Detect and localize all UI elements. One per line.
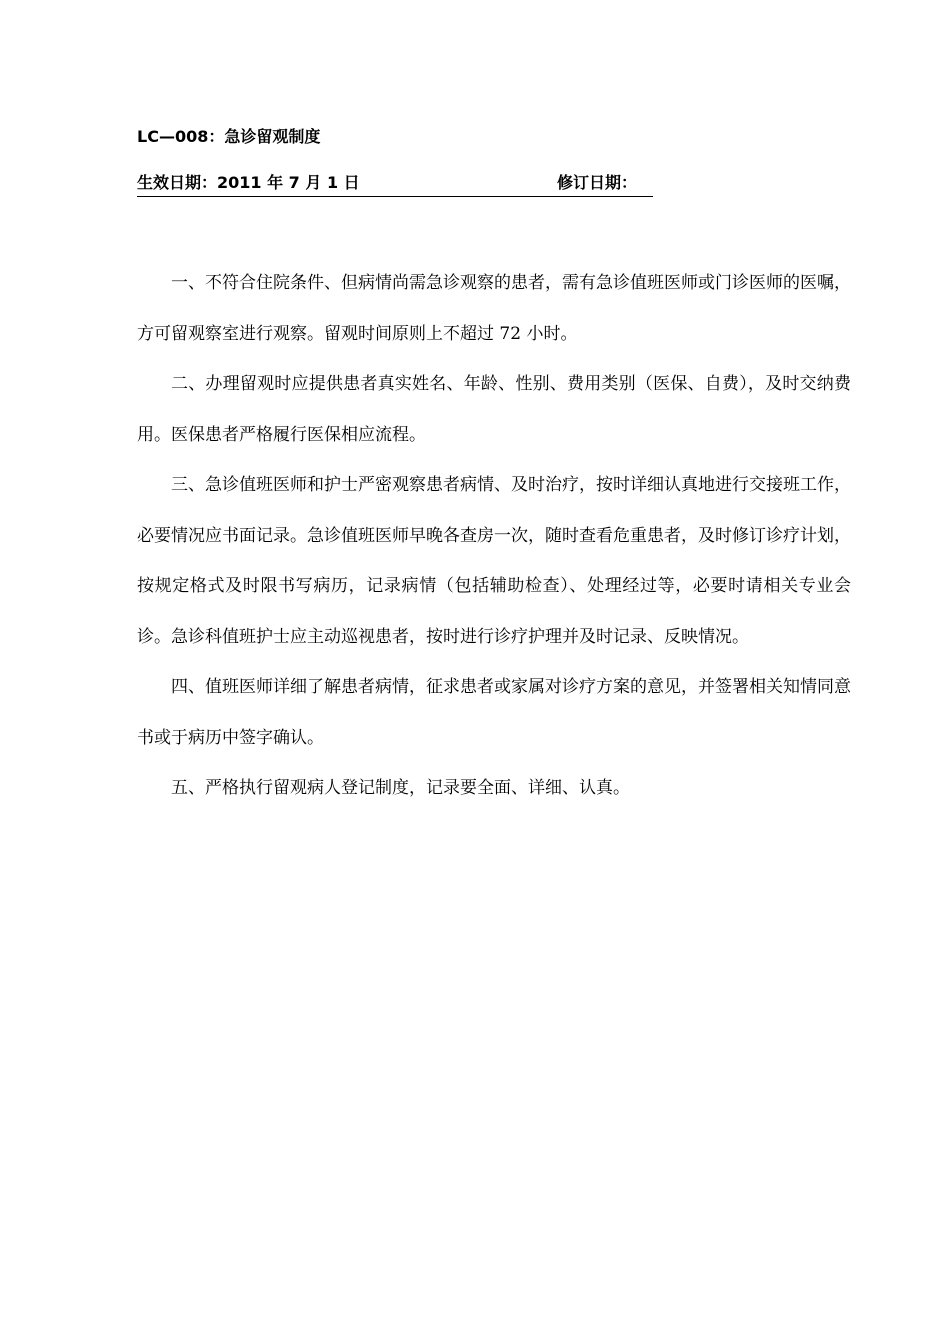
paragraph: 四、值班医师详细了解患者病情，征求患者或家属对诊疗方案的意见，并签署相关知情同意书或于病历中签字确认。 xyxy=(137,677,851,748)
paragraph: 二、办理留观时应提供患者真实姓名、年龄、性别、费用类别（医保、自费），及时交纳费用。医保患者严格履行医保相应流程。 xyxy=(137,374,851,445)
paragraph: 三、急诊值班医师和护士严密观察患者病情、及时治疗，按时详细认真地进行交接班工作，必要情况应书面记录。急诊值班医师早晚各查房一次，随时查看危重患者，及时修订诊疗计划，按规定格式及时限书写病历，记录病情（包括辅助检查）、处理经过等，必要时请相关专业会诊。急诊科值班护士应主动巡视患者，按时进行诊疗护理并及时记录、反映情况。 xyxy=(137,475,851,647)
document-title: LC—008：急诊留观制度 xyxy=(137,127,321,146)
date-line xyxy=(137,172,653,197)
document-body xyxy=(137,258,851,814)
effective-date: 生效日期：2011 年 7 月 1 日 xyxy=(137,173,360,192)
paragraph: 五、严格执行留观病人登记制度，记录要全面、详细、认真。 xyxy=(171,778,630,798)
paragraph: 一、不符合住院条件、但病情尚需急诊观察的患者，需有急诊值班医师或门诊医师的医嘱，方可留观察室进行观察。留观时间原则上不超过 72 小时。 xyxy=(137,273,851,344)
revision-date: 修订日期： xyxy=(557,173,638,192)
